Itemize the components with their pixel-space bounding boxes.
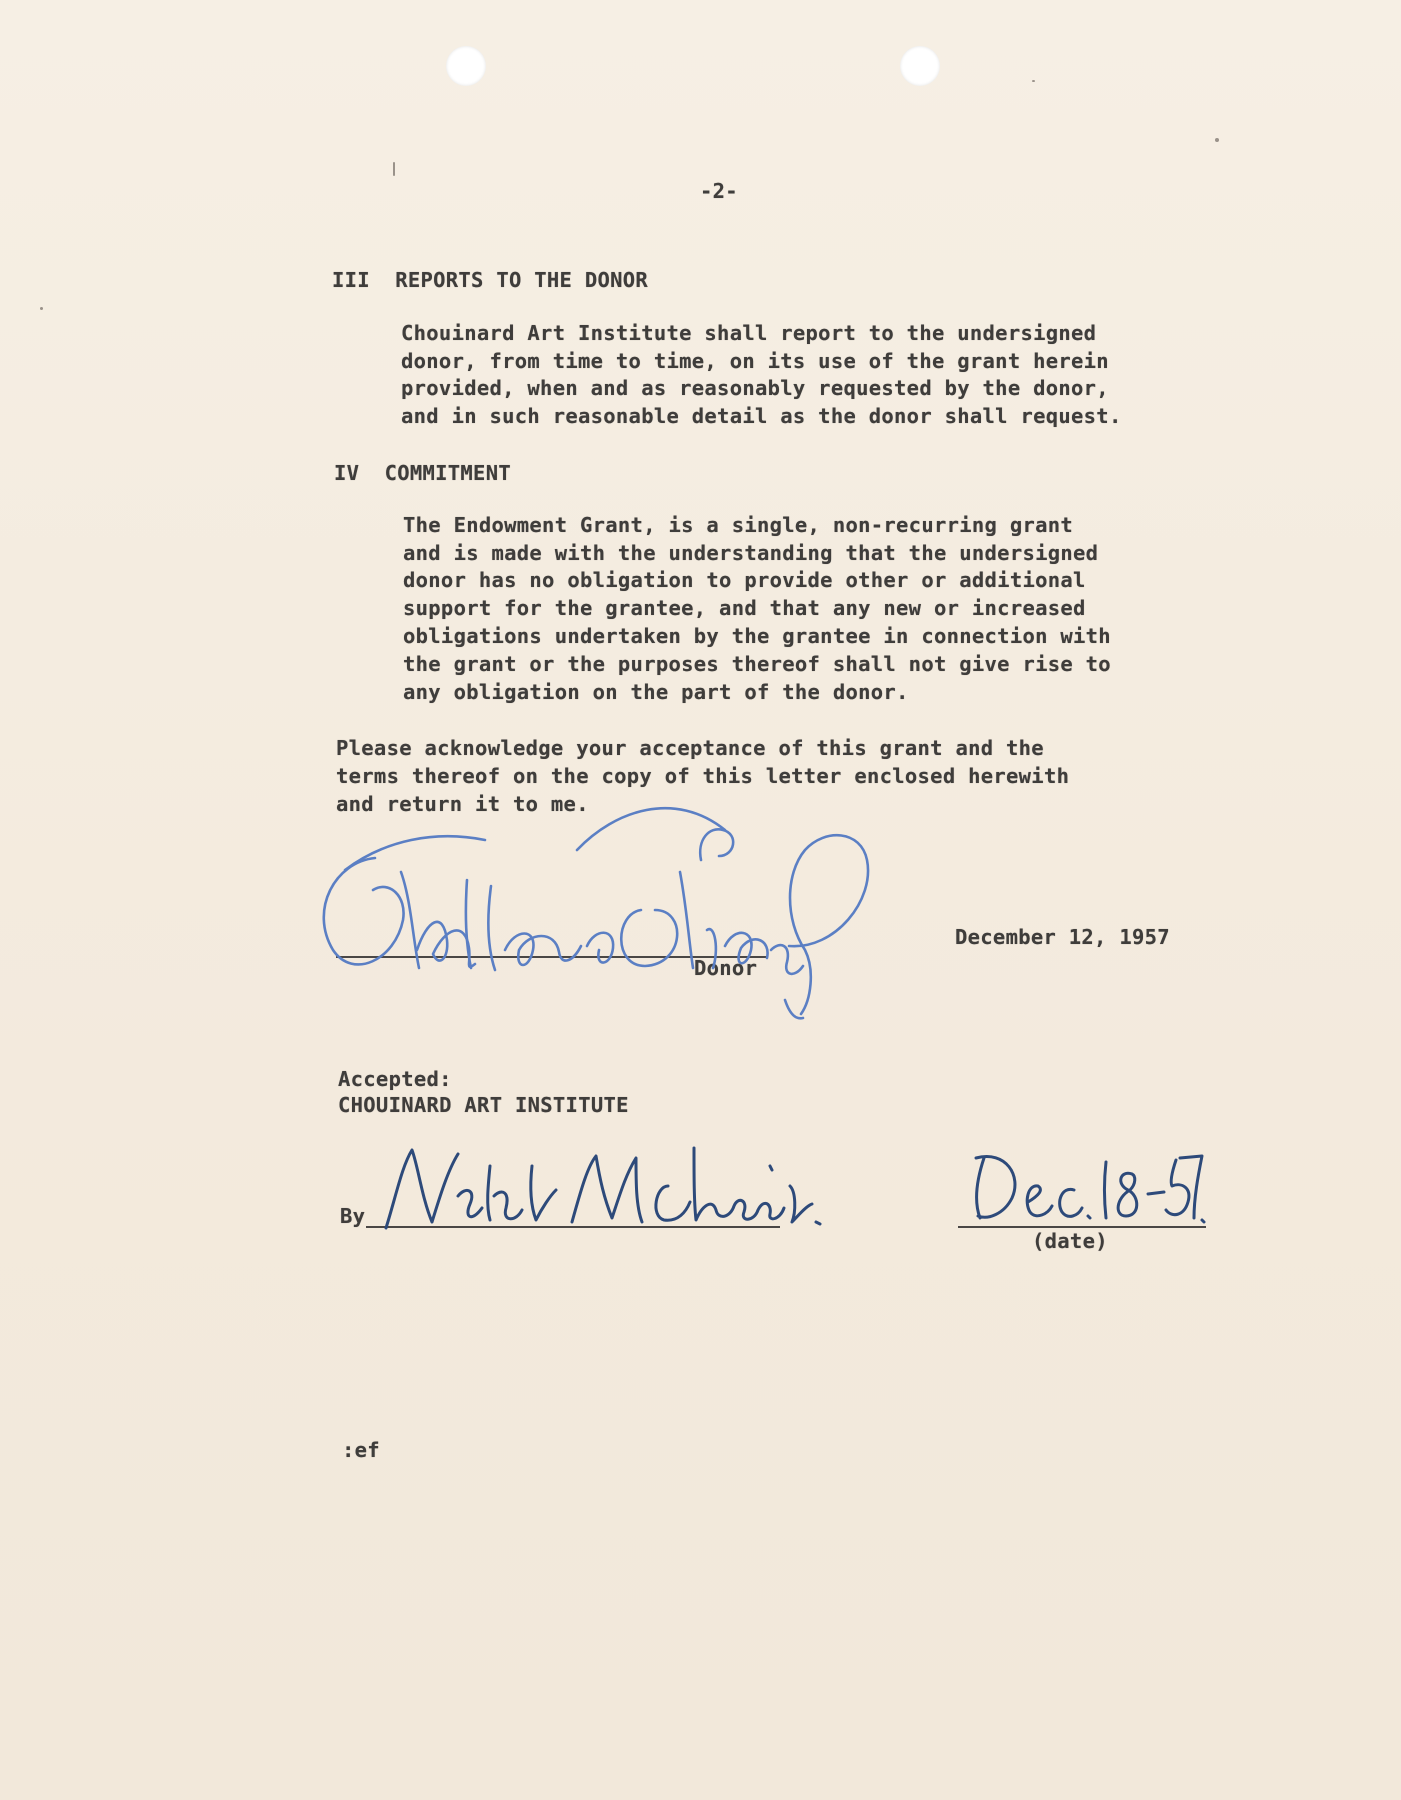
body-line: obligations undertaken by the grantee in connection with [403, 624, 1111, 648]
by-label: By [340, 1204, 366, 1228]
punch-hole-left [446, 46, 486, 86]
paper-speck [40, 307, 43, 310]
donor-signature [315, 800, 935, 1030]
page-number: -2- [700, 179, 738, 203]
body-line: donor, from time to time, on its use of the grant herein [401, 349, 1109, 373]
paper-speck [1032, 80, 1035, 82]
body-line: Chouinard Art Institute shall report to the undersigned [401, 321, 1097, 345]
body-line: any obligation on the part of the donor. [403, 680, 909, 704]
body-line: terms thereof on the copy of this letter enclosed herewith [336, 764, 1070, 788]
paper-speck [393, 162, 395, 176]
body-line: The Endowment Grant, is a single, non-recurring grant [403, 513, 1074, 537]
body-line: and return it to me. [336, 792, 589, 816]
body-line: donor has no obligation to provide other or additional [403, 568, 1086, 592]
section-iv-heading: IV COMMITMENT [334, 461, 511, 485]
punch-hole-right [900, 46, 940, 86]
handwritten-date [966, 1136, 1206, 1226]
donor-date: December 12, 1957 [955, 925, 1170, 949]
date-label: (date) [1032, 1229, 1108, 1253]
body-line: and in such reasonable detail as the donor shall request. [401, 404, 1122, 428]
accepted-label: Accepted: [338, 1067, 452, 1091]
body-line: support for the grantee, and that any new or increased [403, 596, 1086, 620]
paper-speck [1215, 138, 1219, 142]
donor-label: Donor [694, 956, 758, 980]
body-line: and is made with the understanding that the undersigned [403, 541, 1099, 565]
institution-name: CHOUINARD ART INSTITUTE [338, 1093, 629, 1117]
body-line: Please acknowledge your acceptance of this grant and the [336, 736, 1044, 760]
section-iii-heading: III REPORTS TO THE DONOR [332, 268, 649, 292]
typist-initials: :ef [342, 1438, 380, 1462]
body-line: provided, when and as reasonably requested by the donor, [401, 376, 1109, 400]
acceptance-signature [360, 1126, 820, 1246]
body-line: the grant or the purposes thereof shall not give rise to [403, 652, 1111, 676]
